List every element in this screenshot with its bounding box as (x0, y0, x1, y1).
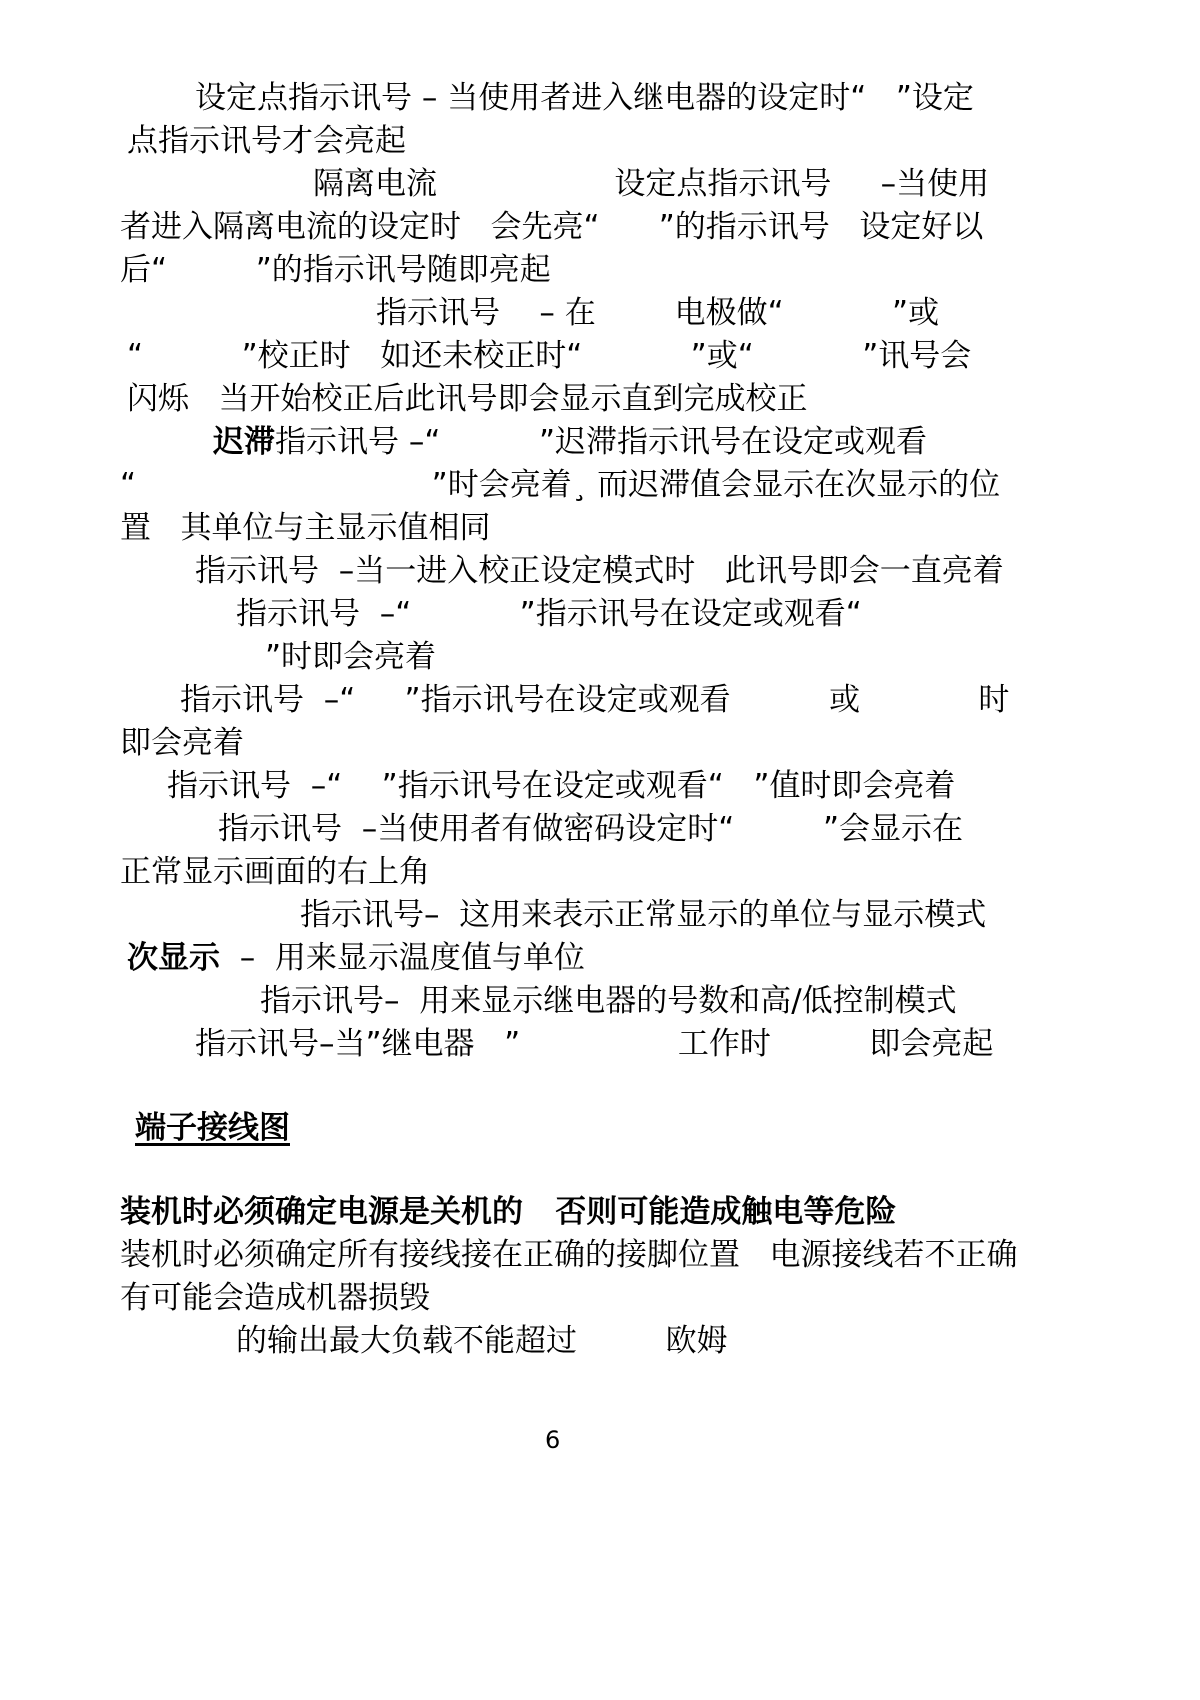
text-segment: 指示讯号 –“ ”指示讯号在设定或观看 或 时 (180, 682, 1010, 718)
text-line (218, 809, 963, 849)
text-segment: 有可能会造成机器损毁 (120, 1280, 430, 1316)
text-line (236, 594, 862, 634)
text-segment: 指示讯号 – 在 电极做“ ”或 (376, 295, 940, 331)
text-segment: 隔离电流 设定点指示讯号 –当使用 (313, 166, 990, 202)
text-line (300, 895, 986, 935)
text-segment: 的输出最大负载不能超过 欧姆 (236, 1323, 728, 1359)
text-segment: 迟滞 (213, 424, 275, 460)
text-segment: 端子接线图 (135, 1110, 290, 1146)
text-segment: 指示讯号 –当一进入校正设定模式时 此讯号即会一直亮着 (195, 553, 1004, 589)
text-segment: ”时即会亮着 (265, 639, 437, 675)
text-line (127, 938, 585, 978)
text-segment: 设定点指示讯号 – 当使用者进入继电器的设定时“ ”设定 (195, 80, 974, 116)
text-line (236, 1321, 728, 1361)
text-segment: – 用来显示温度值与单位 (220, 940, 585, 976)
text-line (180, 680, 1009, 720)
text-segment: 装机时必须确定所有接线接在正确的接脚位置 电源接线若不正确 (120, 1237, 1018, 1273)
text-segment: 指示讯号– 这用来表示正常显示的单位与显示模式 (300, 897, 987, 933)
text-line (120, 465, 1000, 505)
text-segment: 者进入隔离电流的设定时 会先亮“ ”的指示讯号 设定好以 (120, 209, 984, 245)
text-segment: “ ”时会亮着¸ 而迟滞值会显示在次显示的位 (120, 467, 1001, 503)
text-line (120, 852, 430, 892)
text-segment: 正常显示画面的右上角 (120, 854, 430, 890)
text-segment: “ ”校正时 如还未校正时“ ”或“ ”讯号会 (127, 338, 972, 374)
text-segment: 即会亮着 (120, 725, 244, 761)
text-line (260, 981, 957, 1021)
text-segment: 指示讯号 –“ ”指示讯号在设定或观看“ ”值时即会亮着 (167, 768, 956, 804)
page-number: 6 (545, 1426, 561, 1454)
text-segment: 闪烁 当开始校正后此讯号即会显示直到完成校正 (127, 381, 808, 417)
text-segment: 指示讯号– 用来显示继电器的号数和高/低控制模式 (260, 983, 957, 1019)
text-segment: 点指示讯号才会亮起 (127, 123, 406, 159)
text-line (313, 164, 989, 204)
text-line (120, 207, 983, 247)
text-line (195, 551, 1004, 591)
text-segment: 装机时必须确定电源是关机的 否则可能造成触电等危险 (120, 1194, 897, 1230)
text-line (167, 766, 955, 806)
text-segment: 指示讯号 –当使用者有做密码设定时“ ”会显示在 (218, 811, 964, 847)
text-line (376, 293, 939, 333)
text-segment: 指示讯号 –“ ”迟滞指示讯号在设定或观看 (275, 424, 928, 460)
text-line (195, 1024, 993, 1064)
text-line (195, 78, 974, 118)
text-line (120, 1278, 430, 1318)
text-line (120, 723, 244, 763)
text-line (127, 121, 406, 161)
text-line (120, 1235, 1018, 1275)
text-segment: 次显示 (127, 940, 220, 976)
warning-text (120, 1192, 896, 1232)
text-line (127, 336, 971, 376)
text-line (213, 422, 927, 462)
text-line (265, 637, 436, 677)
text-line (120, 250, 551, 290)
text-line (127, 379, 808, 419)
text-segment: 指示讯号 –“ ”指示讯号在设定或观看“ (236, 596, 862, 632)
text-segment: 置 其单位与主显示值相同 (120, 510, 491, 546)
text-segment: 指示讯号–当”继电器 ” 工作时 即会亮起 (195, 1026, 994, 1062)
text-segment: 后“ ”的指示讯号随即亮起 (120, 252, 551, 288)
text-line (120, 508, 491, 548)
section-heading (135, 1108, 290, 1148)
